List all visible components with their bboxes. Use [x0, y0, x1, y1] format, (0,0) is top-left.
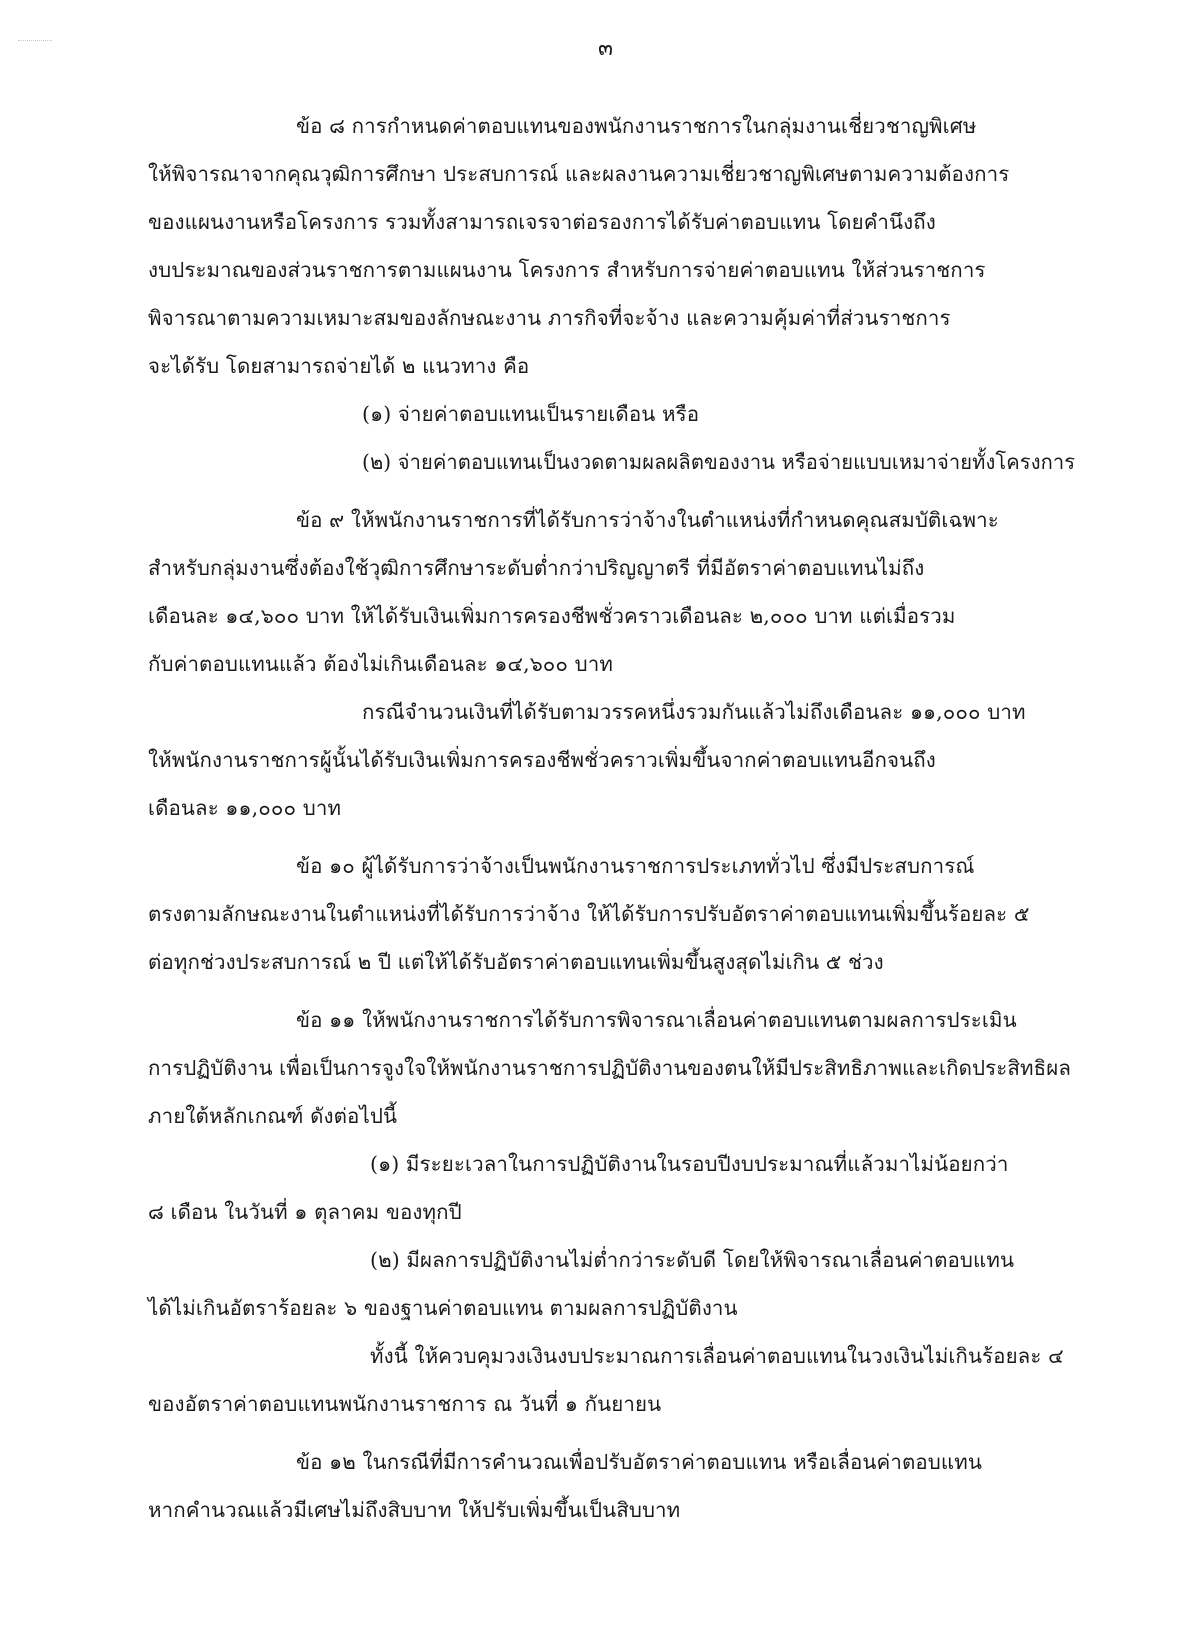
paragraph-line: ทั้งนี้ ให้ควบคุมวงเงินงบประมาณการเลื่อนค่าตอบแทนในวงเงินไม่เกินร้อยละ ๔: [370, 1344, 1064, 1368]
paragraph-line: ได้ไม่เกินอัตราร้อยละ ๖ ของฐานค่าตอบแทน ตามผลการปฏิบัติงาน: [148, 1296, 738, 1320]
paragraph-line: ข้อ ๑๒ ในกรณีที่มีการคำนวณเพื่อปรับอัตราค่าตอบแทน หรือเลื่อนค่าตอบแทน: [296, 1450, 982, 1474]
paragraph-line: พิจารณาตามความเหมาะสมของลักษณะงาน ภารกิจที่จะจ้าง และความคุ้มค่าที่ส่วนราชการ: [148, 306, 951, 330]
list-item: (๑) จ่ายค่าตอบแทนเป็นรายเดือน หรือ: [362, 402, 700, 426]
page-number: ๓: [598, 36, 614, 61]
paragraph-line: หากคำนวณแล้วมีเศษไม่ถึงสิบบาท ให้ปรับเพิ่มขึ้นเป็นสิบบาท: [148, 1498, 681, 1522]
paragraph-line: สำหรับกลุ่มงานซึ่งต้องใช้วุฒิการศึกษาระดับต่ำกว่าปริญญาตรี ที่มีอัตราค่าตอบแทนไม่ถึง: [148, 556, 925, 580]
paragraph-line: จะได้รับ โดยสามารถจ่ายได้ ๒ แนวทาง คือ: [148, 354, 530, 378]
paragraph-line: ข้อ ๑๑ ให้พนักงานราชการได้รับการพิจารณาเลื่อนค่าตอบแทนตามผลการประเมิน: [296, 1008, 1017, 1032]
paragraph-line: กับค่าตอบแทนแล้ว ต้องไม่เกินเดือนละ ๑๔,๖๐๐ บาท: [148, 652, 613, 676]
list-item: (๒) จ่ายค่าตอบแทนเป็นงวดตามผลผลิตของงาน หรือจ่ายแบบเหมาจ่ายทั้งโครงการ: [362, 450, 1076, 474]
paragraph-line: ข้อ ๑๐ ผู้ได้รับการว่าจ้างเป็นพนักงานราชการประเภททั่วไป ซึ่งมีประสบการณ์: [296, 854, 975, 878]
paragraph-line: ตรงตามลักษณะงานในตำแหน่งที่ได้รับการว่าจ้าง ให้ได้รับการปรับอัตราค่าตอบแทนเพิ่มขึ้นร้อยละ ๕: [148, 902, 1030, 926]
paragraph-line: ๘ เดือน ในวันที่ ๑ ตุลาคม ของทุกปี: [148, 1200, 462, 1224]
paragraph-line: ข้อ ๘ การกำหนดค่าตอบแทนของพนักงานราชการในกลุ่มงานเชี่ยวชาญพิเศษ: [296, 114, 977, 138]
paragraph-line: ภายใต้หลักเกณฑ์ ดังต่อไปนี้: [148, 1104, 398, 1128]
scan-speck: [18, 40, 52, 43]
list-item: (๑) มีระยะเวลาในการปฏิบัติงานในรอบปีงบประมาณที่แล้วมาไม่น้อยกว่า: [370, 1152, 1009, 1176]
list-item: (๒) มีผลการปฏิบัติงานไม่ต่ำกว่าระดับดี โดยให้พิจารณาเลื่อนค่าตอบแทน: [370, 1248, 1015, 1272]
paragraph-line: ต่อทุกช่วงประสบการณ์ ๒ ปี แต่ให้ได้รับอัตราค่าตอบแทนเพิ่มขึ้นสูงสุดไม่เกิน ๕ ช่วง: [148, 950, 884, 974]
paragraph-line: ของอัตราค่าตอบแทนพนักงานราชการ ณ วันที่ ๑ กันยายน: [148, 1392, 662, 1416]
paragraph-line: เดือนละ ๑๑,๐๐๐ บาท: [148, 796, 342, 820]
paragraph-line: ข้อ ๙ ให้พนักงานราชการที่ได้รับการว่าจ้างในตำแหน่งที่กำหนดคุณสมบัติเฉพาะ: [296, 508, 999, 532]
paragraph-line: การปฏิบัติงาน เพื่อเป็นการจูงใจให้พนักงานราชการปฏิบัติงานของตนให้มีประสิทธิภาพและเกิดประสิทธิผล: [148, 1056, 1072, 1080]
paragraph-line: เดือนละ ๑๔,๖๐๐ บาท ให้ได้รับเงินเพิ่มการครองชีพชั่วคราวเดือนละ ๒,๐๐๐ บาท แต่เมื่อรวม: [148, 604, 956, 628]
paragraph-line: ให้พนักงานราชการผู้นั้นได้รับเงินเพิ่มการครองชีพชั่วคราวเพิ่มขึ้นจากค่าตอบแทนอีกจนถึง: [148, 748, 936, 772]
paragraph-line: งบประมาณของส่วนราชการตามแผนงาน โครงการ สำหรับการจ่ายค่าตอบแทน ให้ส่วนราชการ: [148, 258, 986, 282]
paragraph-line: ให้พิจารณาจากคุณวุฒิการศึกษา ประสบการณ์ และผลงานความเชี่ยวชาญพิเศษตามความต้องการ: [148, 162, 1010, 186]
paragraph-line: กรณีจำนวนเงินที่ได้รับตามวรรคหนึ่งรวมกันแล้วไม่ถึงเดือนละ ๑๑,๐๐๐ บาท: [362, 700, 1026, 724]
paragraph-line: ของแผนงานหรือโครงการ รวมทั้งสามารถเจรจาต่อรองการได้รับค่าตอบแทน โดยคำนึงถึง: [148, 210, 936, 234]
